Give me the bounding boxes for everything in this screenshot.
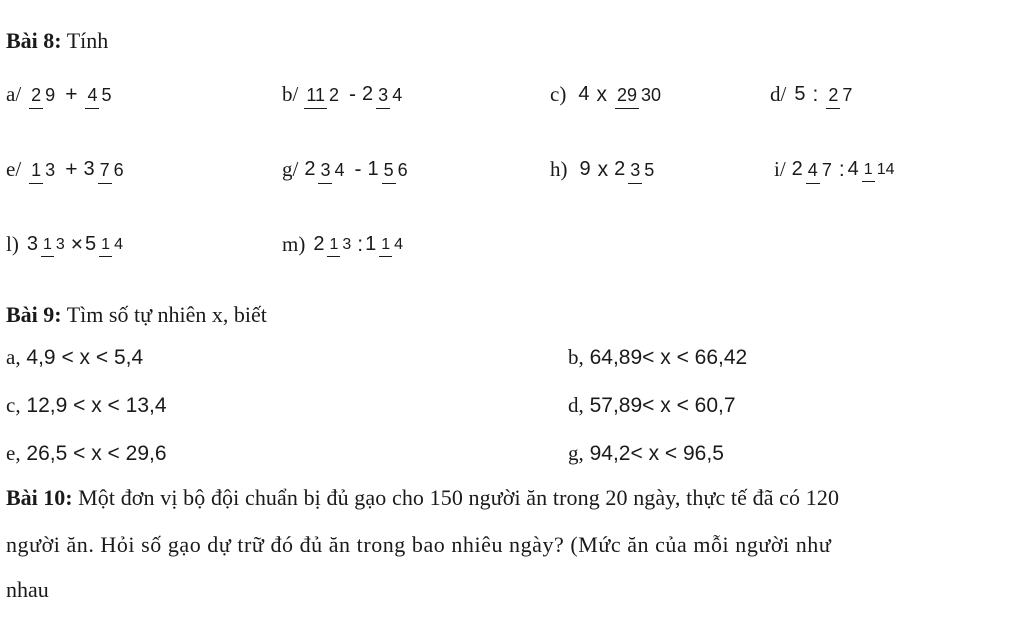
bai10-line-3: nhau [6,577,49,602]
fraction: 1 14 [862,162,897,178]
bai10-line-1 [6,487,839,509]
whole-number: 5 [85,233,97,255]
operator: + [65,157,78,181]
item-label: d/ [770,82,787,106]
bai9-item-a [6,345,143,370]
operator: : [838,157,845,181]
whole-number: 9 [579,158,591,180]
whole-number: 2 [791,158,803,180]
operator: : [357,232,364,256]
item-label: a, [6,345,21,369]
inequality: 26,5 < x < 29,6 [26,442,167,465]
inequality: 12,9 < x < 13,4 [26,394,167,417]
whole-number: 1 [367,158,379,180]
bai8-heading [6,28,108,54]
operator: + [65,82,78,106]
item-label: g, [568,441,584,465]
item-label: e, [6,441,21,465]
bai8-item-i [774,157,899,182]
whole-number: 1 [365,233,377,255]
bai9-title-bold: Bài 9: [6,302,62,327]
bai8-item-e [6,157,128,182]
fraction: 7 6 [98,161,126,179]
item-label: c, [6,393,21,417]
fraction: 3 5 [628,161,656,179]
bai9-item-b [568,345,747,370]
fraction: 3 4 [376,86,404,104]
whole-number: 3 [83,158,95,180]
fraction: 1 4 [379,237,405,253]
item-label: b, [568,345,584,369]
inequality: 4,9 < x < 5,4 [26,346,144,369]
whole-number: 2 [614,158,626,180]
fraction: 1 4 [99,237,125,253]
item-label: a/ [6,82,22,106]
bai9-item-c [6,393,167,418]
operator: - [349,82,357,106]
bai8-item-c [550,82,665,107]
fraction: 2 7 [826,86,854,104]
bai9-item-g [568,441,724,466]
inequality: 57,89< x < 60,7 [589,394,736,417]
bai10-title-bold: Bài 10: [6,485,73,510]
inequality: 64,89< x < 66,42 [589,346,748,369]
bai8-item-l [6,232,127,257]
fraction: 4 7 [806,161,834,179]
operator: : [812,82,819,106]
fraction: 29 30 [615,86,663,104]
bai9-item-e [6,441,167,466]
whole-number: 2 [304,158,316,180]
whole-number: 2 [313,233,325,255]
whole-number: 3 [26,233,38,255]
item-label: d, [568,393,584,417]
bai9-item-d [568,393,736,418]
item-label: g/ [282,157,299,181]
fraction: 3 4 [318,161,346,179]
operator: x [597,157,609,181]
fraction: 1 3 [41,237,67,253]
whole-number: 2 [362,83,374,105]
whole-number: 4 [578,83,590,105]
fraction: 4 5 [85,86,113,104]
whole-number: 5 [794,83,806,105]
bai8-item-m [282,232,407,257]
operator: - [354,157,362,181]
bai10-line-2: người ăn. Hỏi số gạo dự trữ đó đủ ăn trong bao nhiêu ngày? (Mức ăn của mỗi người như [6,532,832,557]
item-label: m) [282,232,306,256]
bai8-title-text: Tính [66,28,109,53]
item-label: c) [550,82,567,106]
bai9-title-text: Tìm số tự nhiên x, biết [66,302,267,327]
bai9-heading [6,302,267,328]
item-label: h) [550,157,568,181]
bai8-item-h [550,157,658,182]
fraction: 1 3 [29,161,57,179]
operator: × [70,232,84,256]
item-label: e/ [6,157,22,181]
whole-number: 4 [847,158,859,180]
fraction: 1 3 [327,237,353,253]
item-label: b/ [282,82,299,106]
bai10-text: Một đơn vị bộ đội chuẩn bị đủ gạo cho 150 người ăn trong 20 ngày, thực tế đã có 120 [78,485,840,510]
operator: x [596,82,607,106]
item-label: i/ [774,157,786,181]
inequality: 94,2< x < 96,5 [589,442,724,465]
bai8-item-b [282,82,406,107]
fraction: 2 9 [29,86,57,104]
bai8-title-bold: Bài 8: [6,28,62,53]
bai8-item-a [6,82,115,107]
fraction: 5 6 [382,161,410,179]
bai8-item-d [770,82,856,107]
fraction: 11 2 [304,86,341,104]
bai8-item-g [282,157,412,182]
item-label: l) [6,232,19,256]
